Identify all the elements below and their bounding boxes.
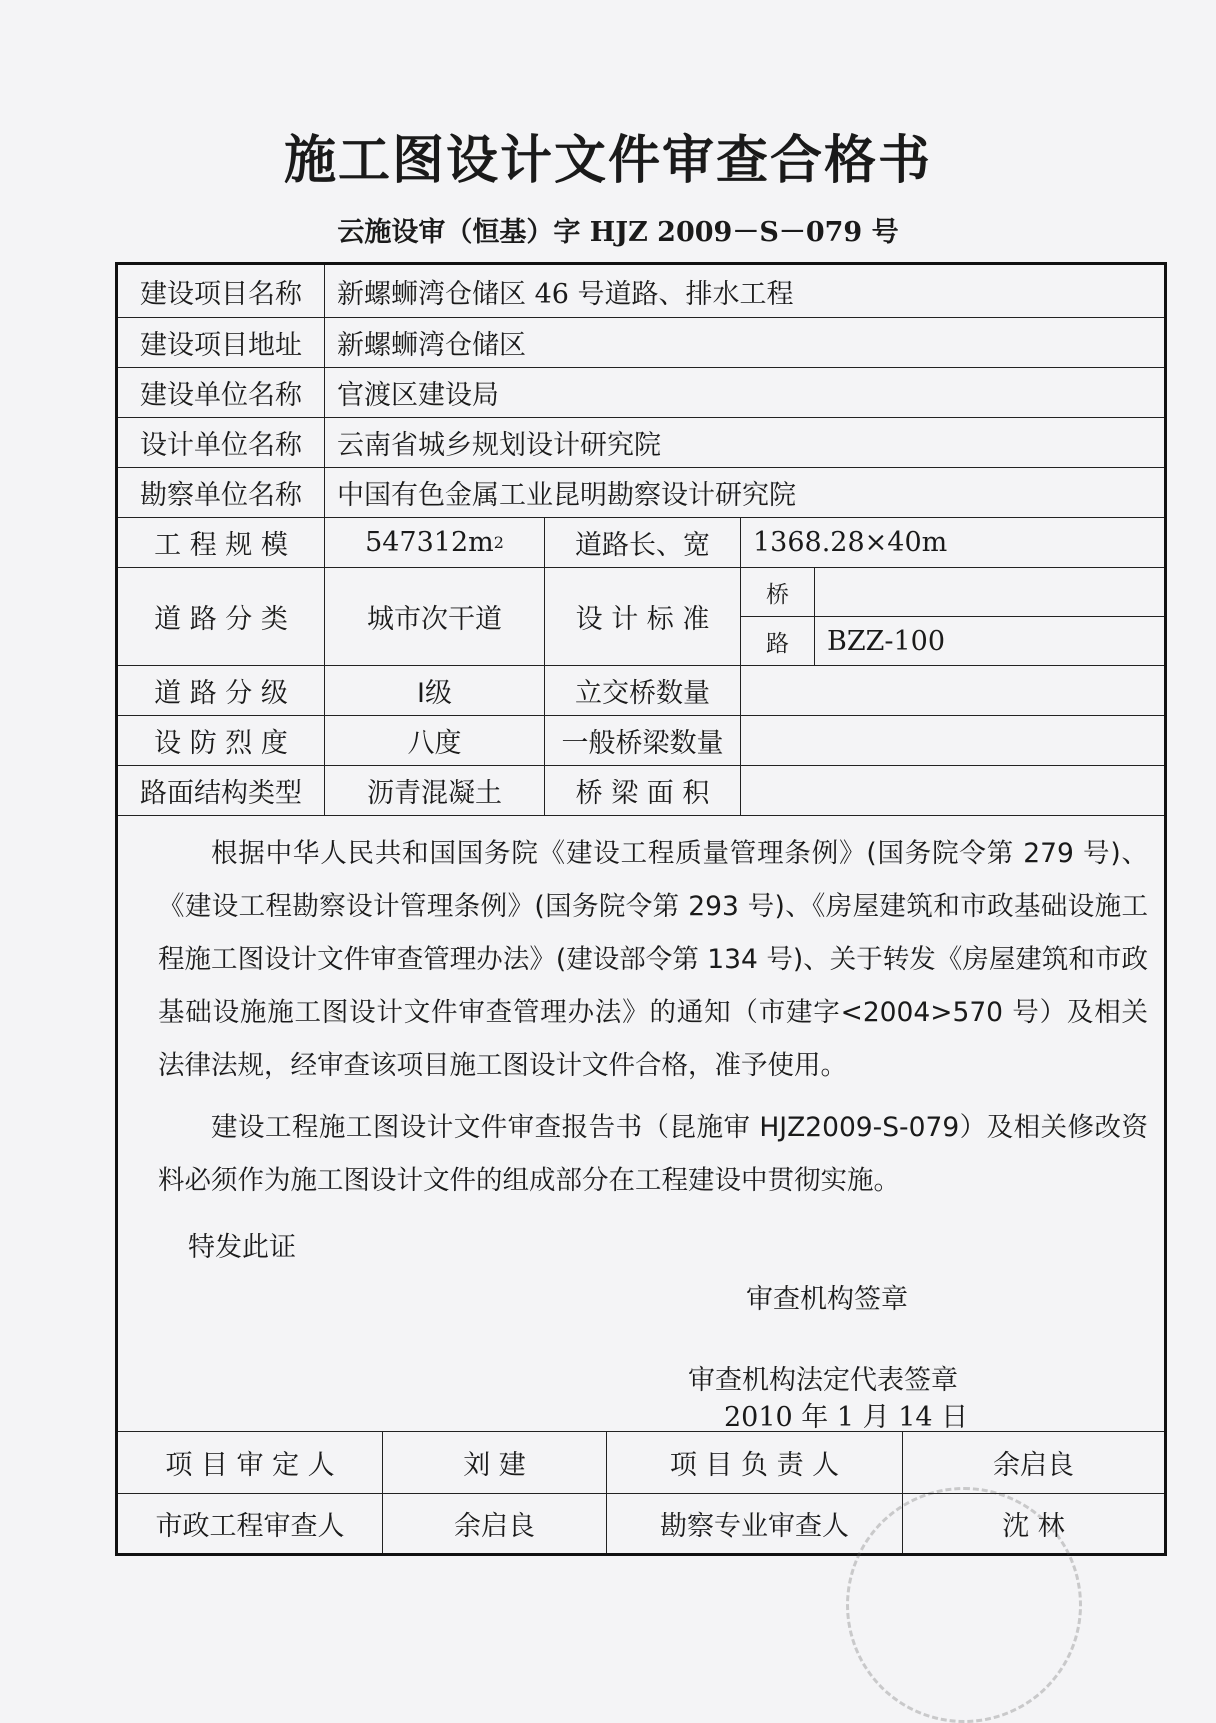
designer-value: 云南省城乡规划设计研究院 xyxy=(324,417,1164,467)
general-bridge-value xyxy=(740,715,1164,765)
municipal-value: 余启良 xyxy=(382,1493,606,1553)
issue-date: 2010 年 1 月 14 日 xyxy=(724,1402,969,1433)
bridge-area-value xyxy=(740,765,1164,815)
project-name-value: 新螺蛳湾仓储区 46 号道路、排水工程 xyxy=(324,265,1164,317)
scale-unit-superscript: 2 xyxy=(493,533,504,552)
certificate-frame xyxy=(115,262,1167,1556)
road-std-value: BZZ-100 xyxy=(814,616,1164,665)
bridge-std-label: 桥 xyxy=(740,567,814,616)
road-class-value: 城市次干道 xyxy=(324,567,544,665)
owner-label: 建设单位名称 xyxy=(118,367,324,417)
surveyor-value: 中国有色金属工业昆明勘察设计研究院 xyxy=(324,467,1164,517)
seismic-value: 八度 xyxy=(324,715,544,765)
designer-label: 设计单位名称 xyxy=(118,417,324,467)
org-seal-label: 审查机构签章 xyxy=(746,1284,908,1315)
scale-number: 547312m xyxy=(365,527,494,558)
road-size-label: 道路长、宽 xyxy=(544,517,740,567)
rep-seal-label: 审查机构法定代表签章 xyxy=(688,1365,958,1396)
road-std-label: 路 xyxy=(740,616,814,665)
survey-value: 沈 林 xyxy=(902,1493,1164,1553)
bridge-std-value xyxy=(814,567,1164,616)
document-title: 施工图设计文件审查合格书 xyxy=(283,131,932,191)
document-number: 云施设审（恒基）字 HJZ 2009－S－079 号 xyxy=(337,217,899,248)
road-grade-value: Ⅰ级 xyxy=(324,665,544,715)
project-address-label: 建设项目地址 xyxy=(118,317,324,367)
scale-value xyxy=(324,517,544,567)
pavement-label: 路面结构类型 xyxy=(118,765,324,815)
pavement-value: 沥青混凝土 xyxy=(324,765,544,815)
project-address-value: 新螺蛳湾仓储区 xyxy=(324,317,1164,367)
approval-paragraph: 根据中华人民共和国国务院《建设工程质量管理条例》(国务院令第 279 号)、《建设工程勘察设计管理条例》(国务院令第 293 号)、《房屋建筑和市政基础设施工程施工图设计文件审查管理办法》(建设部令第 134 号)、关于转发《房屋建筑和市政基础设施施工图设计文件审查管理办法》的通知（市建字<2004>570 号）及相关法律法规，经审查该项目施工图设计文件合格，准予使用。 xyxy=(158,838,1148,1081)
approver-label: 项 目 审 定 人 xyxy=(118,1431,382,1493)
approver-value: 刘 建 xyxy=(382,1431,606,1493)
municipal-label: 市政工程审查人 xyxy=(118,1493,382,1553)
lead-value: 余启良 xyxy=(902,1431,1164,1493)
road-grade-label: 道 路 分 级 xyxy=(118,665,324,715)
surveyor-label: 勘察单位名称 xyxy=(118,467,324,517)
closing-text: 特发此证 xyxy=(188,1232,296,1263)
seismic-label: 设 防 烈 度 xyxy=(118,715,324,765)
road-class-label: 道 路 分 类 xyxy=(118,567,324,665)
bridge-area-label: 桥 梁 面 积 xyxy=(544,765,740,815)
survey-label: 勘察专业审查人 xyxy=(606,1493,902,1553)
road-size-value: 1368.28×40m xyxy=(740,517,1164,567)
scale-label: 工 程 规 模 xyxy=(118,517,324,567)
interchange-label: 立交桥数量 xyxy=(544,665,740,715)
design-std-label: 设 计 标 准 xyxy=(544,567,740,665)
table-divider xyxy=(118,815,1164,816)
owner-value: 官渡区建设局 xyxy=(324,367,1164,417)
lead-label: 项 目 负 责 人 xyxy=(606,1431,902,1493)
interchange-value xyxy=(740,665,1164,715)
general-bridge-label: 一般桥梁数量 xyxy=(544,715,740,765)
project-name-label: 建设项目名称 xyxy=(140,278,302,310)
implementation-paragraph: 建设工程施工图设计文件审查报告书（昆施审 HJZ2009-S-079）及相关修改资料必须作为施工图设计文件的组成部分在工程建设中贯彻实施。 xyxy=(158,1112,1148,1196)
